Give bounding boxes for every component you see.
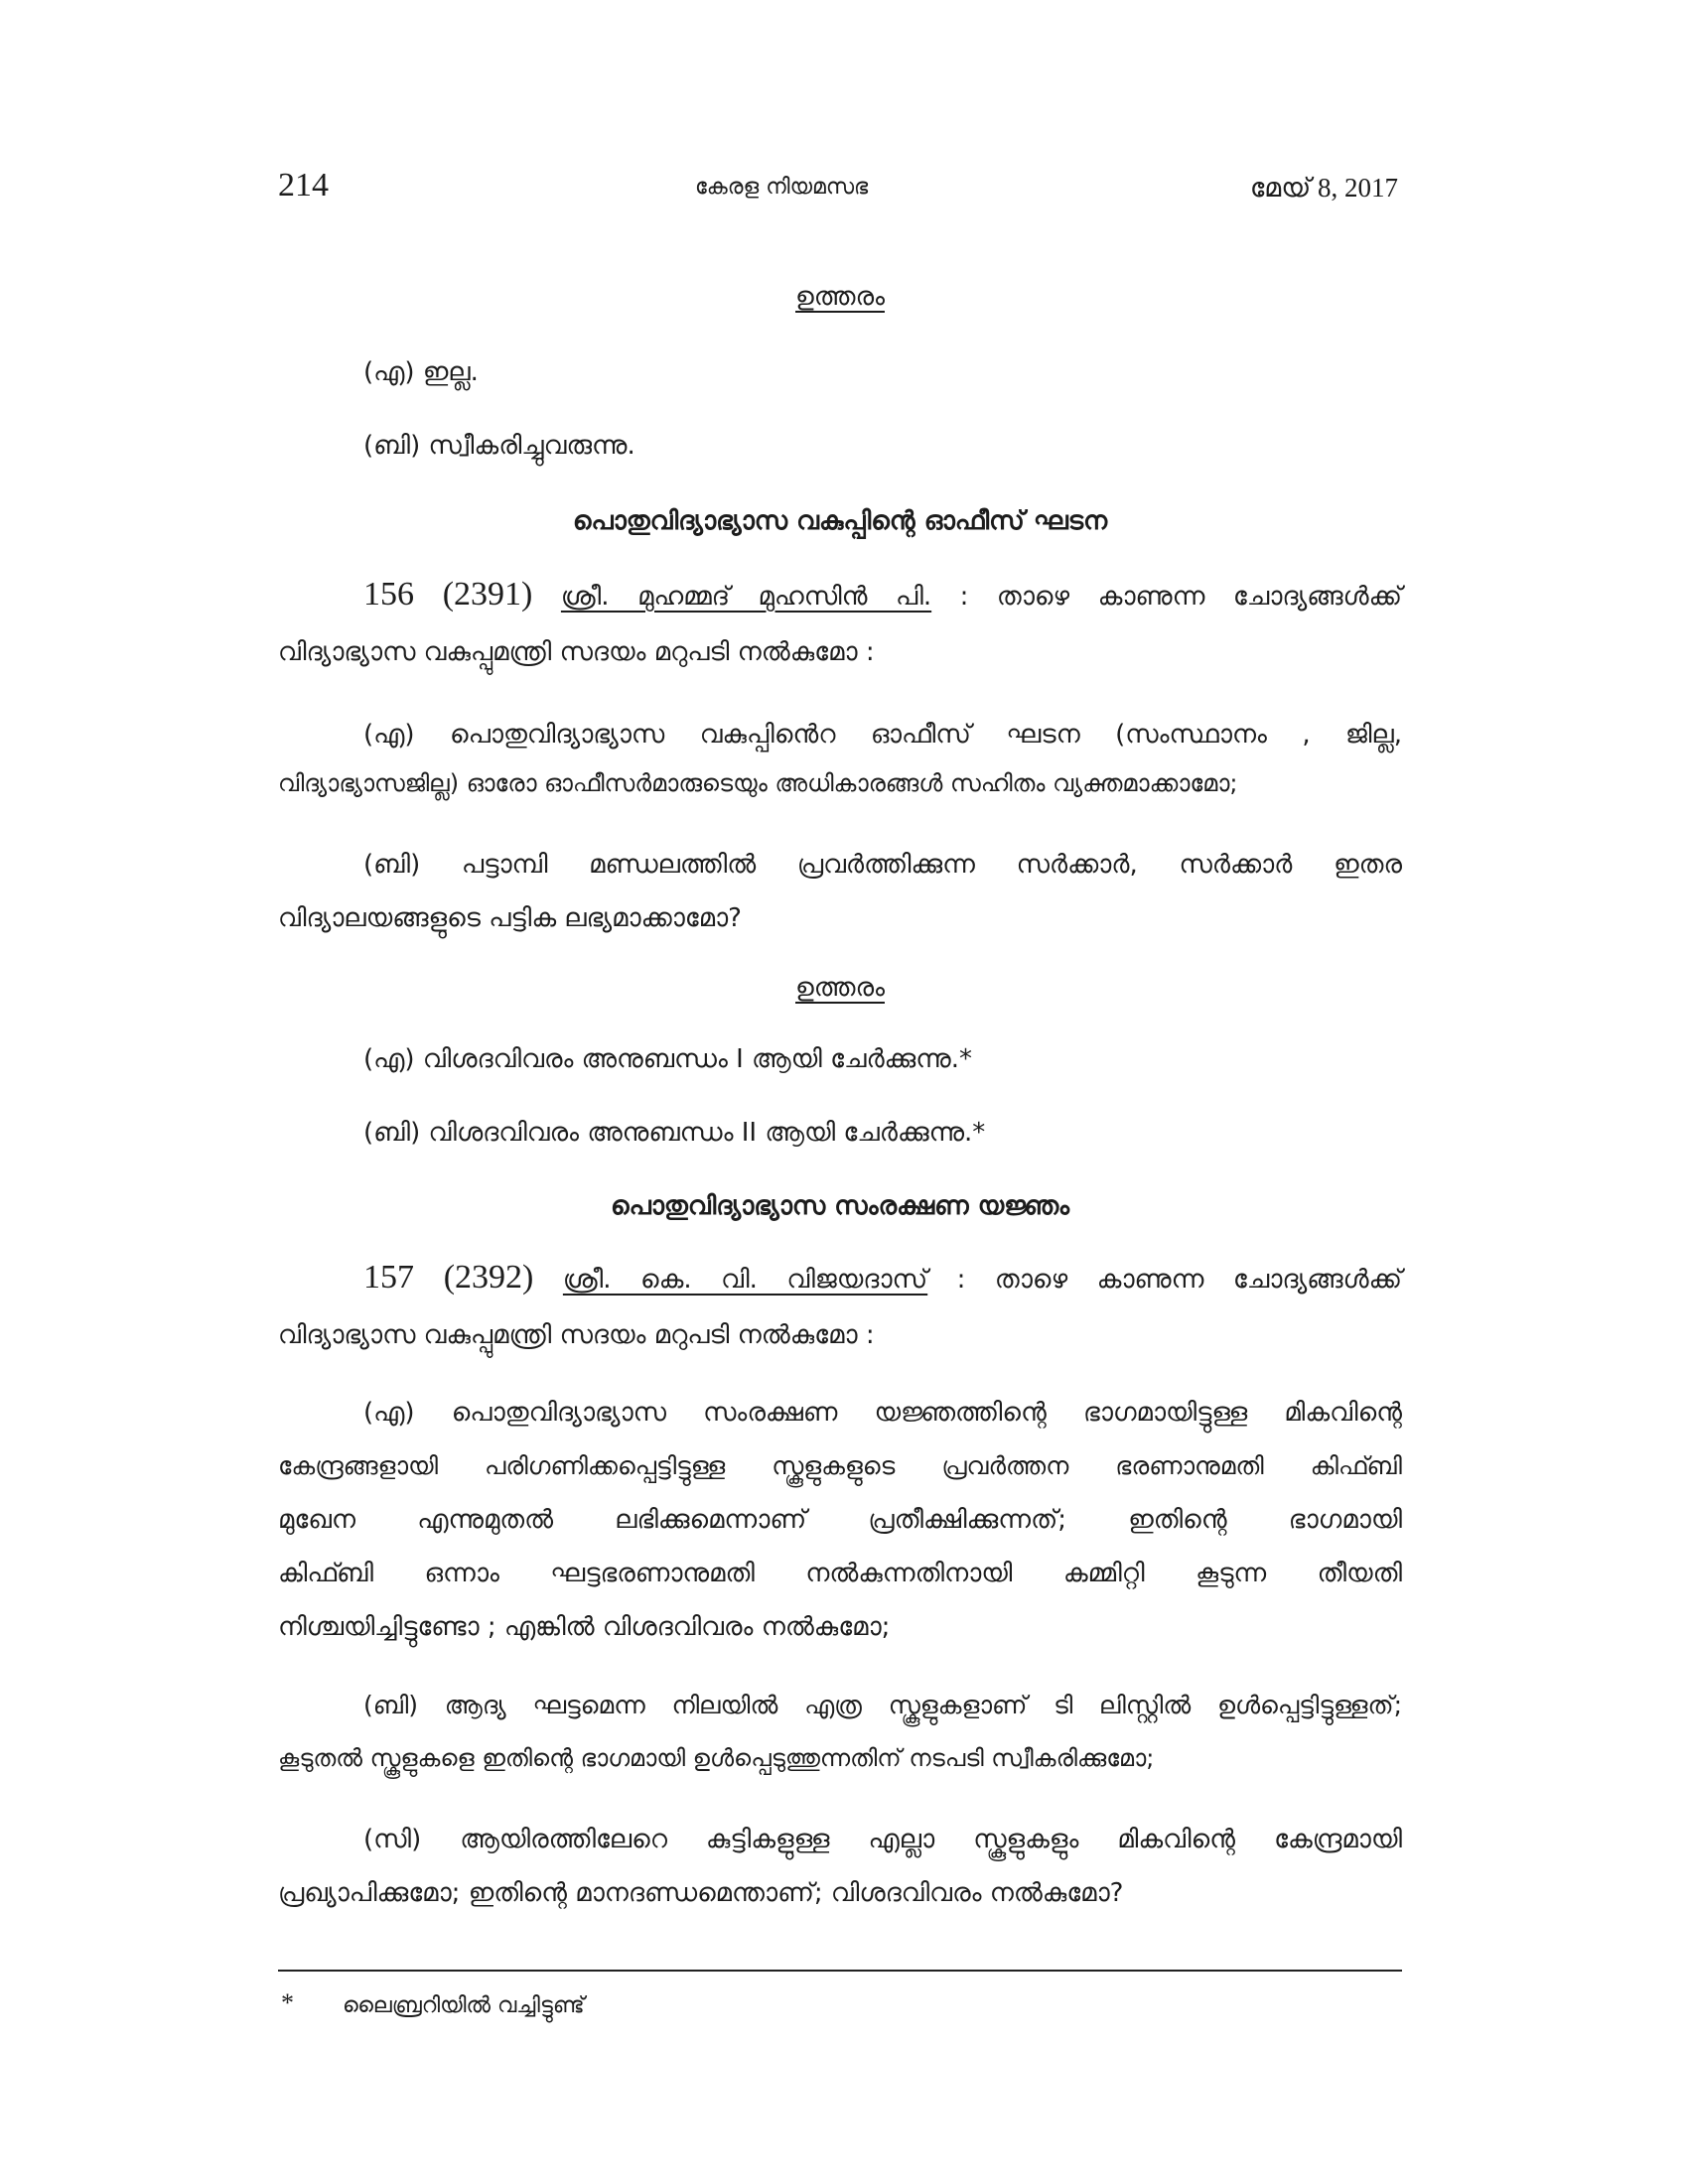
- page-number: 214: [278, 167, 329, 204]
- q157-a-line1: (എ) പൊതുവിദ്യാഭ്യാസ സംരക്ഷണ യജ്ഞത്തിന്റെ ഭാഗമായിട്ടുള്ള മികവിന്റെ: [363, 1398, 1402, 1428]
- q157-title: പൊതുവിദ്യാഭ്യാസ സംരക്ഷണ യജ്ഞം: [610, 1191, 1070, 1221]
- q157-b-line1: (ബി) ആദ്യ ഘട്ടമെന്ന നിലയിൽ എത്ര സ്കൂളുകളാണ് ടി ലിസ്റ്റിൽ ഉൾപ്പെട്ടിട്ടുള്ളത്;: [363, 1691, 1402, 1719]
- q156-intro-line1: [363, 576, 1402, 614]
- q157-intro-rest: : താഴെ കാണുന്ന ചോദ്യങ്ങൾക്ക്: [927, 1265, 1402, 1295]
- q157-a-line3: മുഖേന എന്നുമുതൽ ലഭിക്കുമെന്നാണ് പ്രതീക്ഷിക്കുന്നത്; ഇതിന്റെ ഭാഗമായി: [278, 1505, 1402, 1535]
- q156-answer-heading: ഉത്തരം: [795, 973, 885, 1003]
- q157-a-line5: നിശ്ചയിച്ചിട്ടുണ്ടോ ; എങ്കിൽ വിശദവിവരം നൽകുമോ;: [278, 1612, 891, 1642]
- q157-number: 157 (2392): [363, 1259, 534, 1296]
- q156-answer-a: (എ) വിശദവിവരം അനുബന്ധം I ആയി ചേർക്കുന്നു.*: [363, 1044, 972, 1074]
- page-date: മേയ് 8, 2017: [1249, 173, 1398, 203]
- q157-c-line1: (സി) ആയിരത്തിലേറെ കുട്ടികളുള്ള എല്ലാ സ്കൂളുകളും മികവിന്റെ കേന്ദ്രമായി: [363, 1825, 1402, 1854]
- q157-member: ശ്രീ. കെ. വി. വിജയദാസ്: [562, 1265, 928, 1295]
- q156-intro-rest: : താഴെ കാണുന്ന ചോദ്യങ്ങൾക്ക്: [931, 582, 1402, 612]
- answer-heading: ഉത്തരം: [795, 282, 885, 312]
- q156-answer-b: (ബി) വിശദവിവരം അനുബന്ധം II ആയി ചേർക്കുന്നു.*: [363, 1118, 986, 1148]
- running-title: കേരള നിയമസഭ: [695, 175, 869, 200]
- q156-title: പൊതുവിദ്യാഭ്യാസ വകുപ്പിന്റെ ഓഫീസ് ഘടന: [572, 506, 1108, 536]
- q157-b-line2: കൂടുതൽ സ്കൂളുകളെ ഇതിന്റെ ഭാഗമായി ഉൾപ്പെടുത്തുന്നതിന് നടപടി സ്വീകരിക്കുമോ;: [278, 1744, 1155, 1772]
- q157-intro-line1: [363, 1259, 1402, 1297]
- q157-a-line2: കേന്ദ്രങ്ങളായി പരിഗണിക്കപ്പെട്ടിട്ടുള്ള സ്കൂളുകളുടെ പ്രവർത്തന ഭരണാനുമതി കിഫ്ബി: [278, 1451, 1402, 1480]
- prev-answer-a: (എ) ഇല്ല.: [363, 357, 479, 387]
- footnote-text: ലൈബ്രറിയിൽ വച്ചിട്ടുണ്ട്: [343, 1993, 585, 2018]
- q157-intro-line2: വിദ്യാഭ്യാസ വകുപ്പുമന്ത്രി സദയം മറുപടി നൽകുമോ :: [278, 1320, 875, 1350]
- q156-member: ശ്രീ. മുഹമ്മദ് മുഹസിൻ പി.: [560, 582, 932, 612]
- prev-answer-b: (ബി) സ്വീകരിച്ചുവരുന്നു.: [363, 431, 635, 461]
- q156-intro-line2: വിദ്യാഭ്യാസ വകുപ്പുമന്ത്രി സദയം മറുപടി നൽകുമോ :: [278, 637, 875, 667]
- q156-a-line2: വിദ്യാഭ്യാസജില്ല) ഓരോ ഓഫീസർമാരുടെയും അധികാരങ്ങൾ സഹിതം വ്യക്തമാക്കാമോ;: [278, 769, 1238, 797]
- q157-a-line4: കിഫ്ബി ഒന്നാം ഘട്ടഭരണാനുമതി നൽകുന്നതിനായി കമ്മിറ്റി കൂടുന്ന തീയതി: [278, 1559, 1402, 1588]
- footnote-mark: *: [281, 1988, 294, 2017]
- footnote-rule: [278, 1970, 1402, 1972]
- q156-b-line1: (ബി) പട്ടാമ്പി മണ്ഡലത്തിൽ പ്രവർത്തിക്കുന്ന സർക്കാർ, സർക്കാർ ഇതര: [363, 850, 1402, 880]
- q156-a-line1: (എ) പൊതുവിദ്യാഭ്യാസ വകുപ്പിൻെറ ഓഫീസ് ഘടന (സംസ്ഥാനം , ജില്ല,: [363, 720, 1402, 750]
- q157-c-line2: പ്രഖ്യാപിക്കുമോ; ഇതിന്റെ മാനദണ്ഡമെന്താണ്; വിശദവിവരം നൽകുമോ?: [278, 1878, 1124, 1908]
- q156-b-line2: വിദ്യാലയങ്ങളുടെ പട്ടിക ലഭ്യമാക്കാമോ?: [278, 903, 742, 933]
- q156-number: 156 (2391): [363, 576, 533, 613]
